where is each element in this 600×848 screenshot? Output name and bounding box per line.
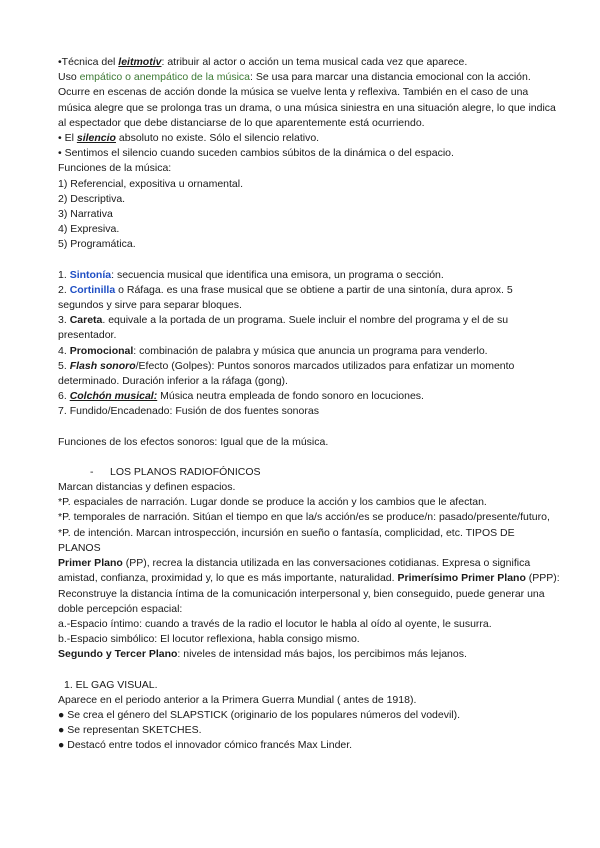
elemento-term: Promocional bbox=[69, 344, 134, 357]
gag-line: ● Se representan SKETCHES. bbox=[58, 724, 202, 737]
primerisimo-text: (PPP): Reconstruye la distancia íntima de la comunicación interpersonal y, bien conseguido, puede generar una doble percepción espacial: bbox=[58, 572, 560, 615]
elemento-term: Colchón musical: bbox=[69, 390, 158, 403]
spacer bbox=[58, 663, 560, 678]
elemento-number: 4. bbox=[58, 344, 70, 357]
elemento-text: Fundido/Encadenado: Fusión de dos fuentes sonoras bbox=[69, 405, 319, 418]
segundo-plano-term: Segundo y Tercer Plano bbox=[58, 648, 178, 661]
funcion-item: 1) Referencial, expositiva u ornamental. bbox=[58, 177, 244, 190]
silencio-prefix: • El bbox=[58, 132, 77, 145]
elemento-text: Música neutra empleada de fondo sonoro en locuciones. bbox=[157, 390, 424, 403]
elemento-term: Sintonía bbox=[69, 268, 112, 281]
elemento-number: 3. bbox=[58, 314, 70, 327]
empatico-paragraph bbox=[58, 70, 560, 131]
funciones-title: Funciones de la música: bbox=[58, 162, 172, 175]
gag-line: ● Se crea el género del SLAPSTICK (originario de los populares números del vodevil). bbox=[58, 708, 461, 721]
silencio-text: absoluto no existe. Sólo el silencio relativo. bbox=[115, 132, 320, 145]
leitmotiv-text: : atribuir al actor o acción un tema musical cada vez que aparece. bbox=[161, 56, 468, 68]
dash-bullet: - bbox=[90, 465, 94, 478]
elemento-term: Flash sonoro bbox=[69, 359, 136, 372]
elemento-item-flash bbox=[58, 359, 560, 389]
elemento-number: 7. bbox=[58, 405, 70, 418]
elemento-text: o Ráfaga. es una frase musical que se obtiene a partir de una sintonía, dura aprox. 5 segundos y sirve para separar bloques. bbox=[58, 283, 513, 312]
leitmotiv-paragraph bbox=[58, 55, 560, 70]
elemento-term: Careta bbox=[69, 314, 103, 327]
gag-line: ● Destacó entre todos el innovador cómico francés Max Linder. bbox=[58, 739, 353, 752]
primer-plano-text: (PP), recrea la distancia utilizada en las conversaciones cotidianas. Expresa o significa amistad, confianza, proximidad y, lo que es más importante, naturalidad. bbox=[58, 557, 531, 585]
elemento-number: 5. bbox=[58, 359, 70, 372]
planos-line: *P. espaciales de narración. Lugar donde se produce la acción y los cambios que le afectan. bbox=[58, 496, 487, 509]
gag-heading: 1. EL GAG VISUAL. bbox=[64, 678, 158, 691]
elemento-number: 6. bbox=[58, 390, 70, 403]
elemento-item-sintonia bbox=[58, 268, 560, 283]
leitmotiv-prefix: •Técnica del bbox=[58, 56, 119, 68]
elemento-text: : secuencia musical que identifica una emisora, un programa o sección. bbox=[111, 268, 444, 281]
elemento-text: /Efecto (Golpes): Puntos sonoros marcados utilizados para enfatizar un momento determinado. Duración inferior a la ráfaga (gong). bbox=[58, 359, 515, 388]
empatico-text: : Se usa para marcar una distancia emocional con la acción. Ocurre en escenas de acción donde la música se vuelve lenta y reflexiva. También en el caso de una música alegre que se prolonga tras un drama, o una música siniestra en una situación alegre, lo que indica al espectador que debe distanciarse de lo que aparentemente está ocurriendo. bbox=[58, 71, 556, 129]
planos-heading bbox=[58, 465, 560, 480]
funcion-item: 4) Expresiva. bbox=[58, 223, 120, 236]
silencio-paragraph bbox=[58, 131, 560, 146]
planos-line: Marcan distancias y definen espacios. bbox=[58, 481, 236, 494]
spacer bbox=[58, 253, 560, 268]
espacio-item: a.-Espacio íntimo: cuando a través de la radio el locutor le habla al oído al oyente, le susurra. bbox=[58, 617, 492, 630]
elemento-number: 1. bbox=[58, 268, 70, 281]
efectos-paragraph: Funciones de los efectos sonoros: Igual que de la música. bbox=[58, 435, 329, 448]
segundo-plano-paragraph bbox=[58, 647, 560, 662]
spacer bbox=[58, 450, 560, 465]
elemento-term: Cortinilla bbox=[69, 283, 116, 296]
elemento-item-fundido bbox=[58, 404, 560, 419]
primer-plano-paragraph bbox=[58, 556, 560, 617]
elemento-item-cortinilla bbox=[58, 283, 560, 313]
silencio-term: silencio bbox=[76, 132, 116, 145]
spacer bbox=[58, 420, 560, 435]
funcion-item: 5) Programática. bbox=[58, 238, 136, 251]
leitmotiv-term: leitmotiv bbox=[118, 56, 162, 68]
elemento-text: . equivale a la portada de un programa. Suele incluir el nombre del programa y el de su presentador. bbox=[58, 314, 509, 342]
planos-line: *P. temporales de narración. Sitúan el tiempo en que la/s acción/es se produce/n: pasado/presente/futuro, bbox=[58, 511, 550, 524]
planos-heading-text: LOS PLANOS RADIOFÓNICOS bbox=[110, 465, 261, 478]
primer-plano-term: Primer Plano bbox=[58, 557, 123, 570]
espacio-item: b.-Espacio simbólico: El locutor reflexiona, habla consigo mismo. bbox=[58, 633, 360, 646]
silencio-paragraph-2: • Sentimos el silencio cuando suceden cambios súbitos de la dinámica o del espacio. bbox=[58, 147, 454, 160]
funcion-item: 3) Narrativa bbox=[58, 208, 113, 221]
gag-line: Aparece en el periodo anterior a la Primera Guerra Mundial ( antes de 1918). bbox=[58, 693, 417, 706]
empatico-prefix: Uso bbox=[58, 71, 80, 84]
elemento-item-colchon bbox=[58, 389, 560, 404]
elemento-item-promocional bbox=[58, 344, 560, 359]
segundo-plano-text: : niveles de intensidad más bajos, los percibimos más lejanos. bbox=[177, 648, 467, 661]
elemento-item-careta bbox=[58, 313, 560, 343]
elemento-number: 2. bbox=[58, 283, 70, 296]
planos-line: *P. de intención. Marcan introspección, incursión en sueño o fantasía, complicidad, etc. TIPOS DE PLANOS bbox=[58, 526, 515, 554]
primerisimo-term: Primerísimo Primer Plano bbox=[397, 572, 526, 585]
elemento-text: : combinación de palabra y música que anuncia un programa para venderlo. bbox=[133, 344, 488, 357]
empatico-term: empático o anempático de la música bbox=[79, 71, 251, 84]
funcion-item: 2) Descriptiva. bbox=[58, 192, 126, 205]
